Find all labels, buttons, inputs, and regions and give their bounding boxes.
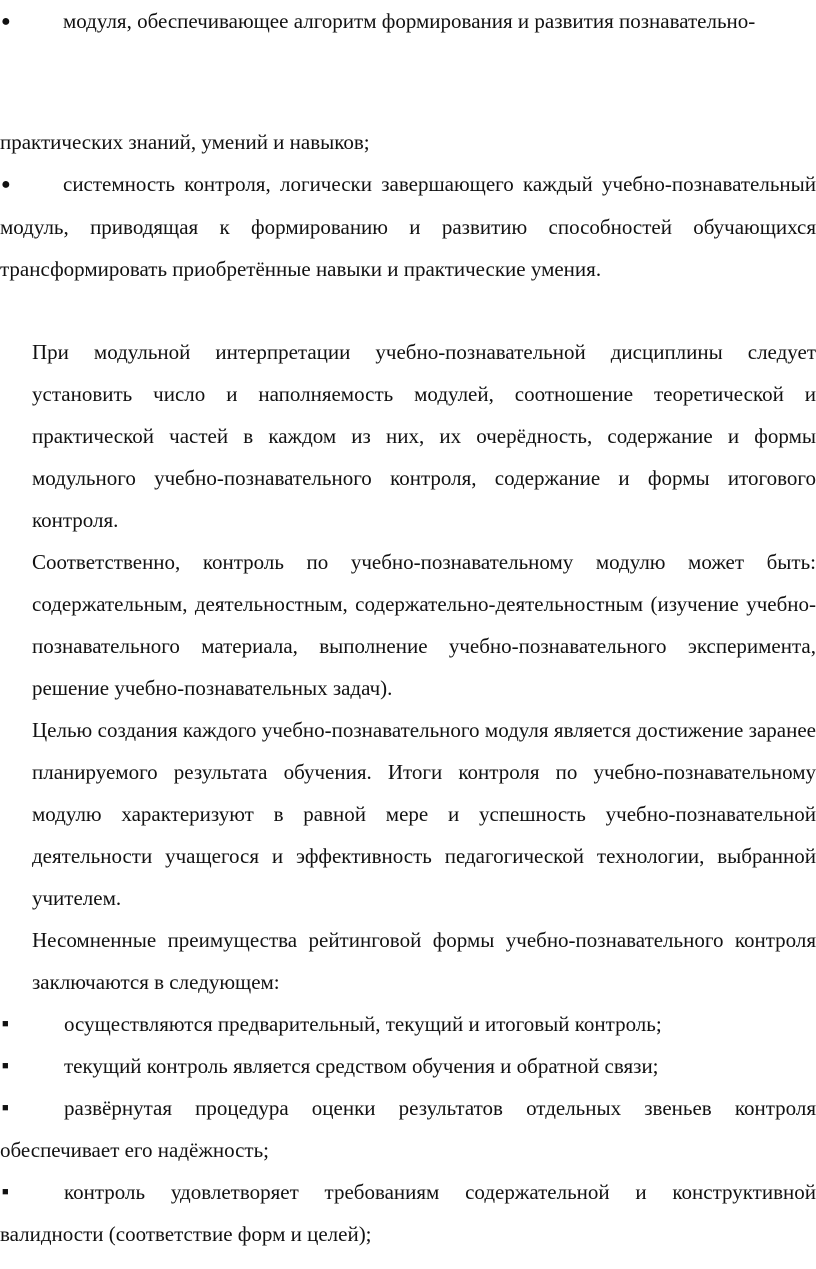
advantage-item-3 bbox=[0, 1087, 816, 1171]
bullet-item-1-part1 bbox=[0, 0, 816, 43]
advantage-item-4-text: контроль удовлетворяет требованиям содержательной и конструктивной валидности (соответствие форм и целей); bbox=[0, 1180, 816, 1246]
advantage-item-2-text: текущий контроль является средством обучения и обратной связи; bbox=[64, 1054, 659, 1078]
bullet-dot-icon: ● bbox=[1, 13, 11, 30]
bullet-dot-icon: ● bbox=[1, 176, 11, 193]
paragraph-3-text: Целью создания каждого учебно-познавательного модуля является достижение заранее планируемого результата обучения. Итоги контроля по учебно-познавательному модулю характеризуют в равной мере и успешность учебно-познавательной деятельности учащегося и эффективность педагогической технологии, выбранной учителем. bbox=[32, 718, 816, 910]
bullet-square-icon: ■ bbox=[2, 1102, 9, 1114]
advantage-item-1-text: осуществляются предварительный, текущий и итоговый контроль; bbox=[64, 1012, 662, 1036]
paragraph-1 bbox=[0, 331, 816, 541]
paragraph-2 bbox=[0, 541, 816, 709]
advantage-item-4 bbox=[0, 1171, 816, 1255]
bullet-item-2-text: системность контроля, логически завершающего каждый учебно-познавательный модуль, приводящая к формированию и развитию способностей обучающихся трансформировать приобретённые навыки и практические умения. bbox=[0, 172, 816, 281]
advantage-item-2 bbox=[0, 1045, 816, 1087]
paragraph-3 bbox=[0, 709, 816, 919]
bullet-item-1-continuation: практических знаний, умений и навыков; bbox=[0, 130, 370, 154]
bullet-square-icon: ■ bbox=[2, 1018, 9, 1030]
advantage-item-1 bbox=[0, 1003, 816, 1045]
paragraph-4-text: Несомненные преимущества рейтинговой формы учебно-познавательного контроля заключаются в следующем: bbox=[32, 928, 816, 994]
bullet-item-2 bbox=[0, 163, 816, 290]
paragraph-1-text: При модульной интерпретации учебно-познавательной дисциплины следует установить число и наполняемость модулей, соотношение теоретической и практической частей в каждом из них, их очерёдность, содержание и формы модульного учебно-познавательного контроля, содержание и формы итогового контроля. bbox=[32, 340, 816, 532]
bullet-item-1-text: модуля, обеспечивающее алгоритм формирования и развития познавательно- bbox=[63, 9, 756, 33]
paragraph-4 bbox=[0, 919, 816, 1003]
paragraph-2-text: Соответственно, контроль по учебно-познавательному модулю может быть: содержательным, деятельностным, содержательно-деятельностным (изучение учебно-познавательного материала, выполнение учебно-познавательного эксперимента, решение учебно-познавательных задач). bbox=[32, 550, 816, 700]
advantage-item-3-text: развёрнутая процедура оценки результатов отдельных звеньев контроля обеспечивает его надёжность; bbox=[0, 1096, 816, 1162]
bullet-square-icon: ■ bbox=[2, 1060, 9, 1072]
bullet-square-icon: ■ bbox=[2, 1186, 9, 1198]
bullet-item-1-part2 bbox=[0, 121, 816, 163]
